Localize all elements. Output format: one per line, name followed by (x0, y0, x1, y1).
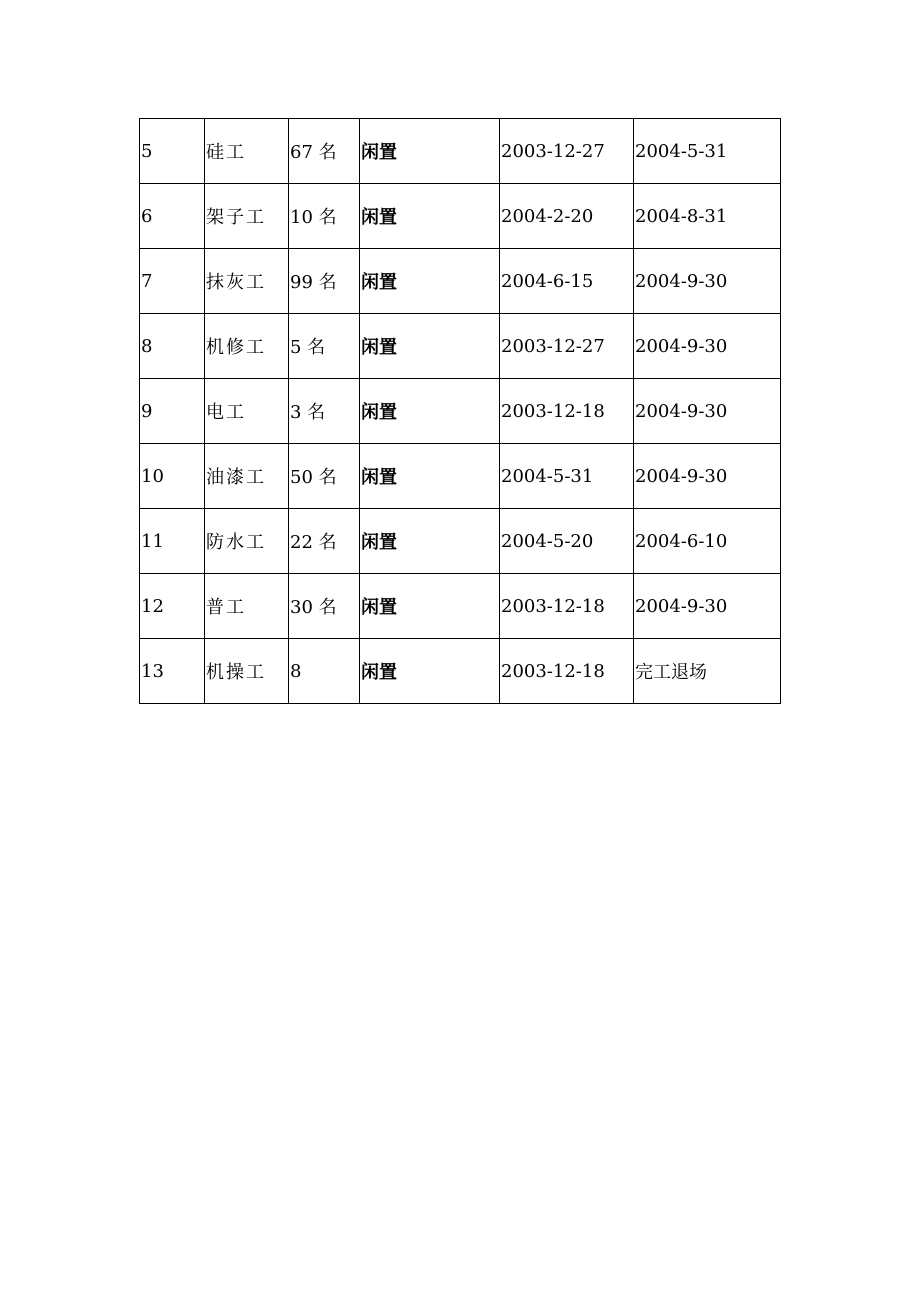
status-cell: 闲置 (360, 444, 500, 509)
row-number-cell: 8 (140, 314, 205, 379)
table-row (140, 509, 781, 574)
end-date-cell: 2004-9-30 (634, 379, 781, 444)
start-date-cell: 2003-12-18 (500, 639, 634, 704)
row-number-cell: 7 (140, 249, 205, 314)
status-cell: 闲置 (360, 574, 500, 639)
end-date-cell: 完工退场 (634, 639, 781, 704)
row-number-cell: 10 (140, 444, 205, 509)
trade-cell: 电工 (205, 379, 289, 444)
start-date-cell: 2004-5-20 (500, 509, 634, 574)
status-cell: 闲置 (360, 379, 500, 444)
row-number-cell: 6 (140, 184, 205, 249)
row-number-cell: 5 (140, 119, 205, 184)
trade-cell: 抹灰工 (205, 249, 289, 314)
headcount-cell: 22 名 (289, 509, 360, 574)
trade-cell: 硅工 (205, 119, 289, 184)
trade-cell: 普工 (205, 574, 289, 639)
row-number-cell: 11 (140, 509, 205, 574)
headcount-cell: 5 名 (289, 314, 360, 379)
headcount-cell: 3 名 (289, 379, 360, 444)
start-date-cell: 2004-5-31 (500, 444, 634, 509)
table-row (140, 444, 781, 509)
start-date-cell: 2003-12-27 (500, 314, 634, 379)
trade-cell: 机操工 (205, 639, 289, 704)
table-row (140, 639, 781, 704)
table-row (140, 574, 781, 639)
labor-schedule-table (139, 118, 781, 704)
trade-cell: 油漆工 (205, 444, 289, 509)
end-date-cell: 2004-9-30 (634, 444, 781, 509)
end-date-cell: 2004-9-30 (634, 314, 781, 379)
headcount-cell: 99 名 (289, 249, 360, 314)
status-cell: 闲置 (360, 639, 500, 704)
table-row (140, 249, 781, 314)
status-cell: 闲置 (360, 119, 500, 184)
table-row (140, 184, 781, 249)
table-row (140, 379, 781, 444)
headcount-cell: 67 名 (289, 119, 360, 184)
start-date-cell: 2003-12-18 (500, 379, 634, 444)
status-cell: 闲置 (360, 314, 500, 379)
end-date-cell: 2004-6-10 (634, 509, 781, 574)
row-number-cell: 13 (140, 639, 205, 704)
trade-cell: 架子工 (205, 184, 289, 249)
row-number-cell: 12 (140, 574, 205, 639)
table-row (140, 314, 781, 379)
status-cell: 闲置 (360, 184, 500, 249)
table-body (140, 119, 781, 704)
row-number-cell: 9 (140, 379, 205, 444)
headcount-cell: 8 (289, 639, 360, 704)
start-date-cell: 2003-12-27 (500, 119, 634, 184)
table-row (140, 119, 781, 184)
trade-cell: 机修工 (205, 314, 289, 379)
headcount-cell: 50 名 (289, 444, 360, 509)
start-date-cell: 2004-2-20 (500, 184, 634, 249)
end-date-cell: 2004-5-31 (634, 119, 781, 184)
end-date-cell: 2004-9-30 (634, 249, 781, 314)
status-cell: 闲置 (360, 249, 500, 314)
headcount-cell: 10 名 (289, 184, 360, 249)
status-cell: 闲置 (360, 509, 500, 574)
end-date-cell: 2004-9-30 (634, 574, 781, 639)
start-date-cell: 2004-6-15 (500, 249, 634, 314)
end-date-cell: 2004-8-31 (634, 184, 781, 249)
trade-cell: 防水工 (205, 509, 289, 574)
headcount-cell: 30 名 (289, 574, 360, 639)
start-date-cell: 2003-12-18 (500, 574, 634, 639)
